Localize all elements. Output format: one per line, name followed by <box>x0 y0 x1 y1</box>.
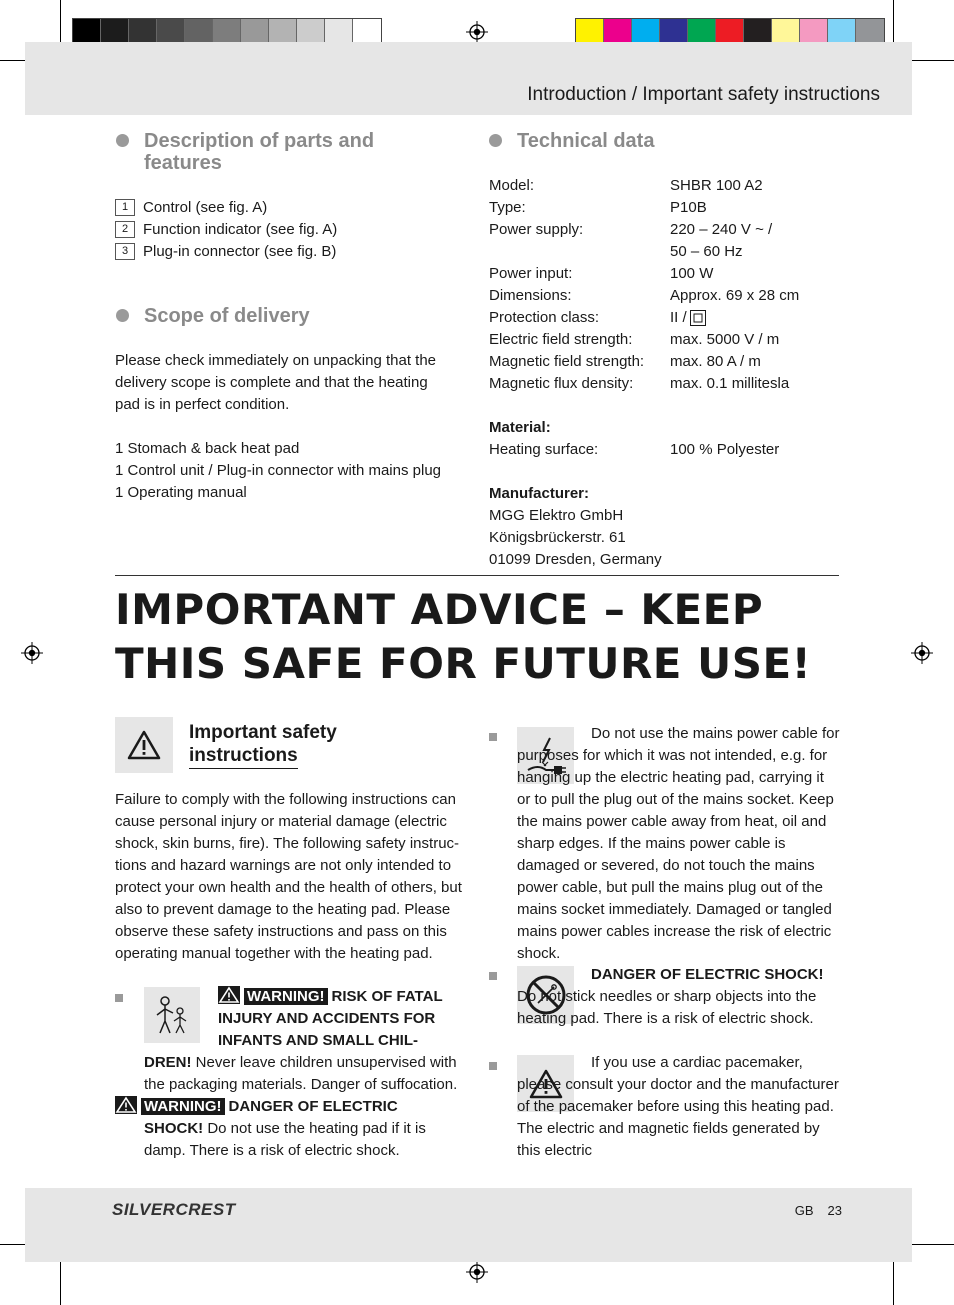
crop-mark <box>906 60 954 61</box>
part-label: Function indicator (see fig. A) <box>143 221 338 238</box>
list-item <box>115 197 337 219</box>
bullet-dot-icon <box>116 134 129 147</box>
bullet-square-icon <box>489 1062 497 1070</box>
spec-key: Heating surface: <box>489 441 599 458</box>
spec-key <box>489 241 670 263</box>
warning-2-bold: SHOCK! <box>144 1120 204 1137</box>
manufacturer-line: Königsbrückerstr. 61 <box>489 529 626 546</box>
crop-mark <box>906 1244 954 1245</box>
needle-warning <box>517 964 841 1030</box>
table-row <box>489 241 839 263</box>
spec-key: Magnetic flux density: <box>489 375 634 392</box>
bullet-square-icon <box>489 972 497 980</box>
spec-key: Power input: <box>489 265 573 282</box>
part-label: Control (see fig. A) <box>143 199 268 216</box>
safety-heading <box>189 722 337 769</box>
spec-key: Type: <box>489 199 526 216</box>
table-row <box>489 263 839 285</box>
crop-mark <box>60 1257 61 1305</box>
needle-warning-text: Do not stick needles or sharp objects into the heating pad. There is a risk of electric shock. <box>517 988 817 1027</box>
language-code: GB <box>794 1203 814 1218</box>
warning-triangle-icon <box>115 1096 137 1114</box>
parts-heading <box>144 130 444 174</box>
spec-key: Dimensions: <box>489 287 572 304</box>
safety-intro: Failure to comply with the following instructions can cause personal injury or material damage (electric shock, skin burns, fire). The following safety instruc-tions and hazard warnings are not only intended to protect your own health and the health of others, but also to prevent damage to the heating pad. Please observe these safety instructions and pass on this operating manual together with the heating pad. <box>115 791 462 962</box>
child-safety-icon <box>144 987 200 1043</box>
registration-mark-icon <box>466 1261 488 1283</box>
protection-class-ii-icon <box>690 310 706 326</box>
crop-mark <box>893 1257 894 1305</box>
parts-heading-text: Description of parts and features <box>144 130 375 174</box>
warning-badge: WARNING! <box>141 1098 225 1115</box>
technical-table <box>489 175 839 571</box>
spec-value: max. 0.1 millitesla <box>670 375 790 392</box>
spec-key: Model: <box>489 177 535 194</box>
part-number: 1 <box>115 199 135 216</box>
warning-2-bold: DANGER OF ELECTRIC <box>228 1098 398 1115</box>
spec-value: 220 – 240 V ~ / <box>670 221 773 238</box>
warning-1-bold: DREN! <box>144 1054 192 1071</box>
list-item <box>115 219 337 241</box>
safety-heading-line: Important safety <box>189 722 337 743</box>
warning-1-bold: RISK OF FATAL <box>331 988 443 1005</box>
list-item: 1 Operating manual <box>115 484 247 501</box>
warning-1-body <box>144 1052 469 1096</box>
spec-value: II / <box>670 309 687 326</box>
bullet-dot-icon <box>116 309 129 322</box>
manufacturer-heading: Manufacturer: <box>489 485 590 502</box>
list-item: 1 Control unit / Plug-in connector with mains plug <box>115 462 442 479</box>
spec-value: P10B <box>670 199 707 216</box>
cable-warning-text: Do not use the mains power cable for purposes for which it was not intended, e.g. for hanging up the electric heating pad, carrying it or to pull the plug out of the mains socket. Keep the mains power cable away from heat, oil and sharp edges. If the mains power cable is damaged or severed, do not touch the mains power cable, but pull the mains plug out of the mains socket immediately. Damaged or tangled mains power cables increase the risk of electric shock. <box>517 725 840 962</box>
warning-triangle-icon <box>218 986 240 1004</box>
warning-1-text: Never leave children unsupervised with the packaging materials. Danger of suffocation. <box>144 1054 458 1093</box>
page-number-value: 23 <box>827 1203 842 1218</box>
table-row <box>489 175 839 197</box>
part-label: Plug-in connector (see fig. B) <box>143 243 337 260</box>
delivery-heading-text: Scope of delivery <box>144 305 310 327</box>
delivery-heading <box>144 305 310 327</box>
warning-triangle-icon <box>115 717 173 773</box>
divider <box>115 575 839 576</box>
spec-value: max. 80 A / m <box>670 353 761 370</box>
spec-key: Protection class: <box>489 309 600 326</box>
needle-warning-bold: DANGER OF ELECTRIC SHOCK! <box>591 966 824 983</box>
page-number <box>795 1203 842 1218</box>
spec-key: Electric field strength: <box>489 331 633 348</box>
registration-mark-icon <box>466 21 488 43</box>
advice-title-line: THIS SAFE FOR FUTURE USE! <box>115 639 812 688</box>
pacemaker-warning-text: If you use a cardiac pacemaker, please consult your doctor and the manufacturer of the pacemaker before using this heating pad. The electric and magnetic fields generated by this electric <box>517 1054 839 1159</box>
advice-title <box>115 583 811 691</box>
registration-mark-icon <box>21 642 43 664</box>
bullet-dot-icon <box>489 134 502 147</box>
manufacturer-line: MGG Elektro GmbH <box>489 507 624 524</box>
list-item <box>115 241 337 263</box>
parts-list <box>115 197 337 263</box>
delivery-list <box>115 438 460 504</box>
manufacturer-line: 01099 Dresden, Germany <box>489 551 662 568</box>
table-row <box>489 329 839 351</box>
table-row <box>489 351 839 373</box>
table-row <box>489 439 839 461</box>
crop-mark <box>60 0 61 48</box>
bullet-square-icon <box>115 994 123 1002</box>
warning-1-bold: INFANTS AND SMALL CHIL- <box>218 1032 418 1049</box>
spec-value: max. 5000 V / m <box>670 331 780 348</box>
registration-mark-icon <box>911 642 933 664</box>
brand-logo: SILVERCREST <box>112 1200 236 1219</box>
list-item: 1 Stomach & back heat pad <box>115 440 300 457</box>
warning-1-bold: INJURY AND ACCIDENTS FOR <box>218 1010 436 1027</box>
page-header-title: Introduction / Important safety instructions <box>527 84 880 105</box>
warning-2-text: Do not use the heating pad if it is damp. There is a risk of electric shock. <box>144 1120 426 1159</box>
table-row <box>489 197 839 219</box>
warning-badge: WARNING! <box>244 988 328 1005</box>
bullet-square-icon <box>489 733 497 741</box>
table-row <box>489 219 839 241</box>
technical-heading-text: Technical data <box>517 130 655 152</box>
warning-2 <box>115 1096 469 1118</box>
spec-value: 100 % Polyester <box>670 441 780 458</box>
technical-heading <box>517 130 654 152</box>
table-row <box>489 373 839 395</box>
spec-key: Power supply: <box>489 221 584 238</box>
part-number: 2 <box>115 221 135 238</box>
crop-mark <box>893 0 894 48</box>
spec-value: 50 – 60 Hz <box>670 243 743 260</box>
table-row <box>489 285 839 307</box>
material-heading: Material: <box>489 419 551 436</box>
warning-1-heading <box>218 986 468 1052</box>
warning-2-body <box>144 1118 464 1162</box>
spec-value: Approx. 69 x 28 cm <box>670 287 800 304</box>
spec-value: 100 W <box>670 265 714 282</box>
part-number: 3 <box>115 243 135 260</box>
table-row <box>489 307 839 329</box>
safety-heading-line: instructions <box>189 745 298 769</box>
spec-key: Magnetic field strength: <box>489 353 645 370</box>
delivery-intro: Please check immediately on unpacking that the delivery scope is complete and that the heating pad is in perfect condition. <box>115 352 437 413</box>
advice-title-line: IMPORTANT ADVICE – KEEP <box>115 585 764 634</box>
spec-value: SHBR 100 A2 <box>670 177 763 194</box>
